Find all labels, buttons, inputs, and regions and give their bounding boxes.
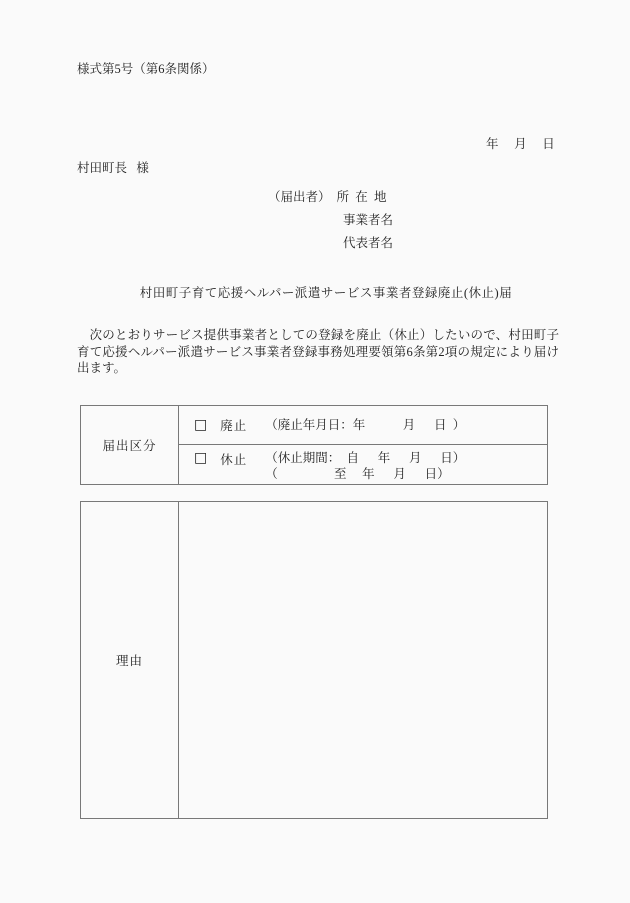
suspension-detail [265, 450, 465, 482]
form-number: 様式第5号（第6条関係） [77, 62, 215, 76]
category-table [80, 405, 548, 485]
suspension-detail-line-2: （ 至 年 月 日） [265, 467, 450, 481]
abolition-label: 廃止 [220, 419, 248, 433]
notifier-line [268, 187, 387, 205]
suspension-checkbox-icon[interactable]: □ [194, 450, 208, 466]
category-row-header: 届出区分 [81, 406, 179, 484]
category-options [179, 406, 547, 484]
notifier-label: （届出者） [268, 190, 331, 204]
abolition-row [179, 406, 547, 445]
suspension-label: 休止 [220, 453, 248, 467]
addressee: 村田町長 様 [77, 161, 149, 175]
address-label: 所 在 地 [336, 190, 387, 204]
representative-label: 代表者名 [343, 236, 394, 250]
body-paragraph: 次のとおりサービス提供事業者としての登録を廃止（休止）したいので、村田町子育て応援ヘルパー派遣サービス事業者登録事務処理要領第6条第2項の規定により届け出ます。 [77, 328, 559, 375]
reason-input-area[interactable] [179, 502, 547, 818]
abolition-detail: （廃止年月日：年 月 日 ） [265, 418, 466, 432]
date-line: 年 月 日 [486, 137, 555, 151]
suspension-row [179, 445, 547, 484]
abolition-checkbox-icon[interactable]: □ [194, 417, 208, 433]
reason-row-header: 理由 [81, 502, 179, 818]
reason-table [80, 501, 548, 819]
document-title: 村田町子育て応援ヘルパー派遣サービス事業者登録廃止(休止)届 [139, 286, 513, 300]
suspension-detail-line-1: （休止期間： 自 年 月 日） [265, 451, 466, 465]
business-name-label: 事業者名 [343, 213, 394, 227]
